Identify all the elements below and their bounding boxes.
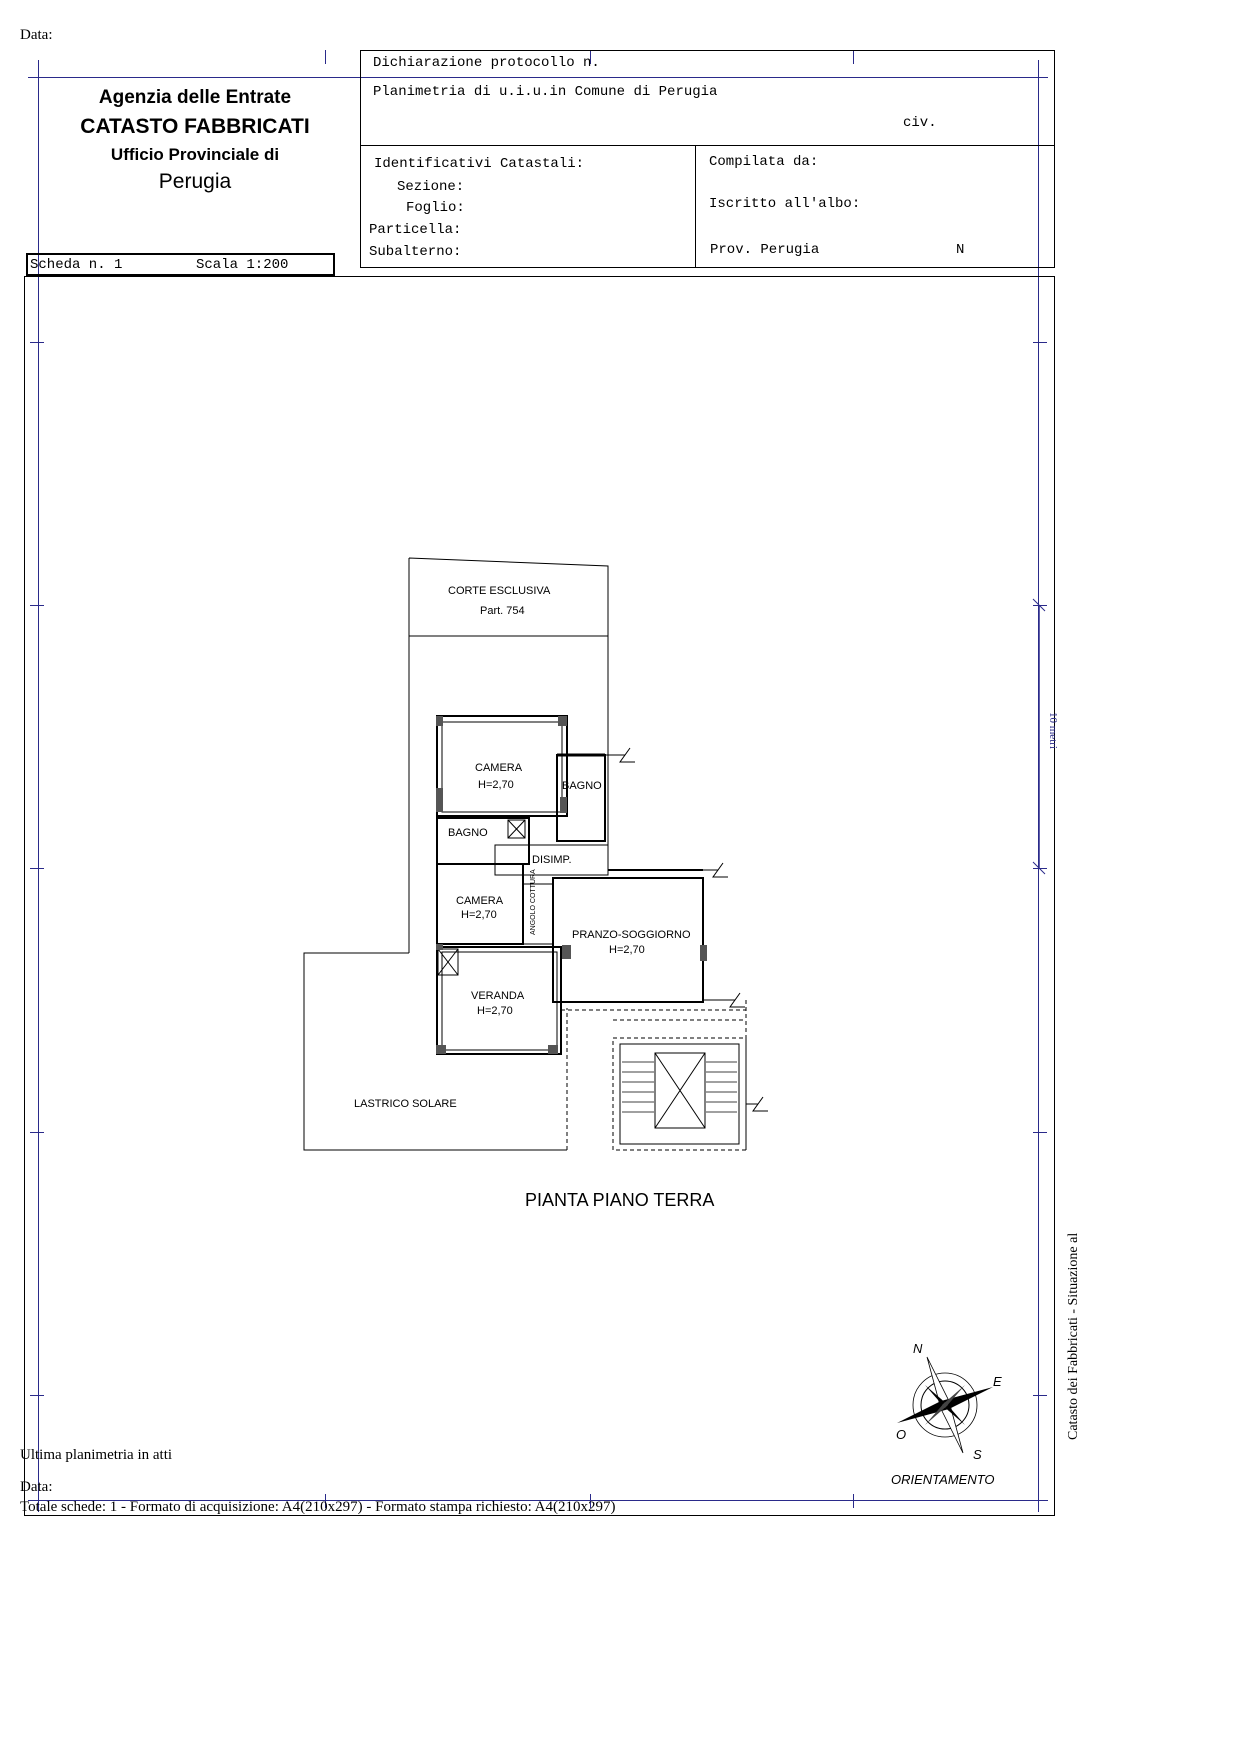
- scheda-label: Scheda n. 1: [30, 257, 123, 273]
- totale-schede-label: Totale schede: 1 - Formato di acquisizione: A4(210x297) - Formato stampa richiesto: A4(210x297): [20, 1499, 616, 1515]
- scale-label: 10 metri: [1047, 712, 1059, 749]
- top-date-label: Data:: [20, 27, 53, 43]
- particella-label: Particella:: [369, 222, 462, 238]
- corte-label: CORTE ESCLUSIVA: [448, 585, 551, 597]
- camera1-height: H=2,70: [478, 779, 514, 791]
- agency-name: Agenzia delle Entrate: [98, 87, 292, 108]
- sezione-label: Sezione:: [397, 179, 465, 195]
- camera2-label: CAMERA: [456, 895, 504, 907]
- pranzo-height: H=2,70: [609, 944, 645, 956]
- scala-label: Scala 1:200: [196, 257, 289, 273]
- compass-s-label: S: [973, 1447, 982, 1462]
- veranda-height: H=2,70: [477, 1005, 513, 1017]
- plan-title: PIANTA PIANO TERRA: [525, 1190, 715, 1210]
- prov-n-label: N: [956, 242, 965, 258]
- compilata-label: Compilata da:: [709, 154, 819, 170]
- orientamento-label: ORIENTAMENTO: [891, 1472, 995, 1487]
- prov-label: Prov. Perugia: [710, 242, 820, 258]
- veranda-label: VERANDA: [471, 990, 525, 1002]
- catasto-title: CATASTO FABBRICATI: [80, 115, 310, 138]
- protocol-label: Dichiarazione protocollo n.: [373, 55, 600, 71]
- ufficio-label: Ufficio Provinciale di: [110, 145, 280, 164]
- planimetria-label: Planimetria di u.i.u.in Comune di Perugia: [373, 84, 718, 100]
- foglio-label: Foglio:: [406, 200, 465, 216]
- ultima-planimetria-label: Ultima planimetria in atti: [20, 1447, 173, 1463]
- lastrico-label: LASTRICO SOLARE: [354, 1098, 457, 1110]
- compass-o-label: O: [896, 1427, 907, 1442]
- identificativi-label: Identificativi Catastali:: [374, 156, 585, 172]
- bagno2-label: BAGNO: [448, 827, 488, 839]
- footer-date-label: Data:: [20, 1479, 53, 1495]
- angolo-cottura-label: ANGOLO COTTURA: [530, 869, 537, 935]
- bagno1-label: BAGNO: [562, 780, 602, 792]
- iscritto-label: Iscritto all'albo:: [709, 196, 861, 212]
- corte-part-label: Part. 754: [480, 605, 525, 617]
- disimp-label: DISIMP.: [532, 854, 572, 866]
- subalterno-label: Subalterno:: [369, 244, 462, 260]
- camera1-label: CAMERA: [475, 762, 523, 774]
- side-catasto-text: Catasto dei Fabbricati - Situazione al: [1066, 1232, 1081, 1440]
- pranzo-label: PRANZO-SOGGIORNO: [572, 929, 691, 941]
- camera2-height: H=2,70: [461, 909, 497, 921]
- civ-label: civ.: [903, 115, 937, 131]
- compass-n-label: N: [913, 1341, 923, 1356]
- agency-city: Perugia: [158, 170, 232, 193]
- compass-e-label: E: [993, 1374, 1002, 1389]
